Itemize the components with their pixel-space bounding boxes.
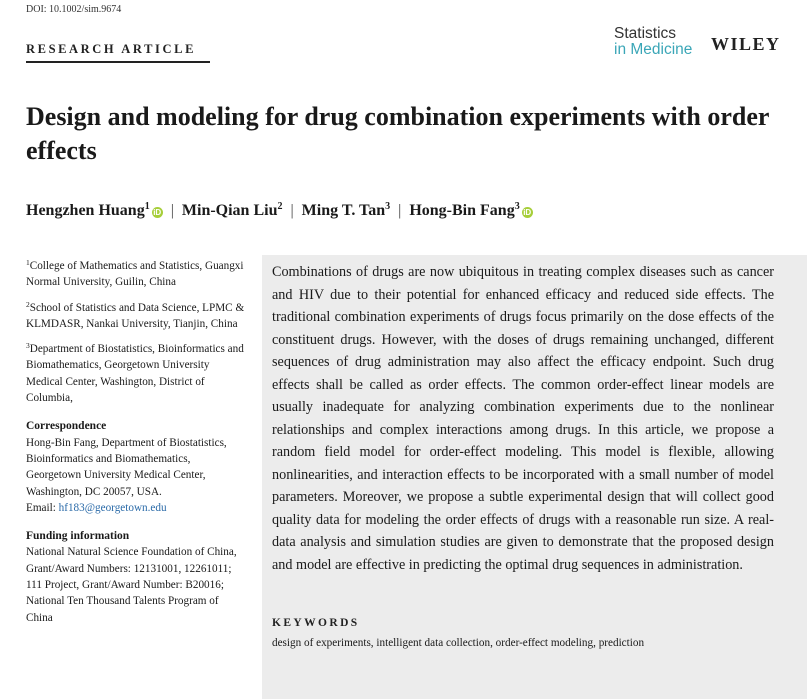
correspondence-email — [26, 500, 248, 516]
affiliation-text: College of Mathematics and Statistics, Guangxi Normal University, Guilin, China — [26, 260, 244, 289]
abstract-panel — [262, 255, 807, 699]
author-name[interactable]: Hengzhen Huang — [26, 202, 145, 219]
affiliation-sup: 2 — [26, 299, 30, 309]
email-link[interactable]: hf183@georgetown.edu — [58, 501, 167, 514]
author-list — [26, 201, 533, 220]
author-affiliation-sup: 1 — [144, 201, 150, 212]
author-separator: | — [290, 202, 294, 219]
author[interactable] — [302, 202, 390, 219]
keywords-heading: KEYWORDS — [272, 617, 360, 629]
author[interactable] — [182, 202, 283, 219]
article-type-label: RESEARCH ARTICLE — [26, 42, 197, 56]
correspondence-heading: Correspondence — [26, 420, 107, 433]
affiliation-sup: 3 — [26, 341, 30, 351]
article-type-underline — [26, 61, 210, 63]
affiliation — [26, 255, 248, 291]
affiliation-text: Department of Biostatistics, Bioinformatics and Biomathematics, Georgetown University Medical Center, Washington, District of Columbia, — [26, 343, 244, 405]
author-name[interactable]: Ming T. Tan — [301, 202, 386, 219]
funding-text: National Natural Science Foundation of China, Grant/Award Numbers: 12131001, 12261011; 111 Project, Grant/Award Number: B20016; National Ten Thousand Talents Program of China — [26, 546, 237, 624]
funding-heading: Funding information — [26, 530, 130, 543]
correspondence-text: Hong-Bin Fang, Department of Biostatistics, Bioinformatics and Biomathematics, Georgetown University Medical Center, Washington, DC 20057, USA. — [26, 436, 227, 498]
sidebar — [26, 255, 248, 626]
author-separator: | — [398, 202, 402, 219]
affiliation — [26, 297, 248, 333]
doi: DOI: 10.1002/sim.9674 — [26, 4, 122, 15]
paper-title: Design and modeling for drug combination experiments with order effects — [26, 102, 769, 165]
email-label: Email: — [26, 501, 56, 514]
publisher-logo[interactable]: WILEY — [711, 34, 781, 54]
affiliation — [26, 338, 248, 406]
journal-name-line2: in Medicine — [614, 41, 693, 58]
author-separator: | — [170, 202, 174, 219]
author[interactable] — [409, 202, 532, 219]
affiliation-sup: 1 — [26, 258, 30, 267]
affiliation-text: School of Statistics and Data Science, LPMC & KLMDASR, Nankai University, Tianjin, China — [26, 301, 245, 330]
author-affiliation-sup: 3 — [514, 201, 520, 212]
orcid-icon[interactable]: iD — [523, 208, 532, 217]
abstract-text: Combinations of drugs are now ubiquitous in treating complex diseases such as cancer and HIV due to their potential for enhanced efficacy and reduced side effects. The traditional combination experiments of drugs focus primarily on the dose effects of the constituent drugs. However, with the doses of drugs remaining unchanged, different sequences of drug administration may also affect the efficacy endpoint. Such drug effects shall be called as order effects. The common order-effect linear models are usually inadequate for analyzing combination experiments due to the nonlinear relationships and complex interactions among drugs. In this article, we propose a random field model for order-effect modeling. This model is flexible, allowing nonlinearities, and interaction effects to be incorporated with a small number of model parameters. Moreover, we propose a subtle experimental design that will collect good quality data for modeling the order effects of drugs with a reasonable run size. A real-data analysis and simulation studies are given to demonstrate that the proposed design and model are effective in predicting the optimal drug sequences in administration. — [272, 264, 774, 573]
journal-name-line1: Statistics — [614, 25, 677, 42]
author-affiliation-sup: 3 — [385, 201, 391, 212]
author-name[interactable]: Min-Qian Liu — [181, 202, 278, 219]
author-affiliation-sup: 2 — [277, 201, 283, 212]
orcid-icon[interactable]: iD — [153, 208, 162, 217]
keywords-text: design of experiments, intelligent data collection, order-effect modeling, prediction — [272, 637, 645, 649]
journal-logo[interactable] — [614, 26, 692, 58]
author-name[interactable]: Hong-Bin Fang — [409, 202, 515, 219]
author[interactable] — [26, 202, 163, 219]
